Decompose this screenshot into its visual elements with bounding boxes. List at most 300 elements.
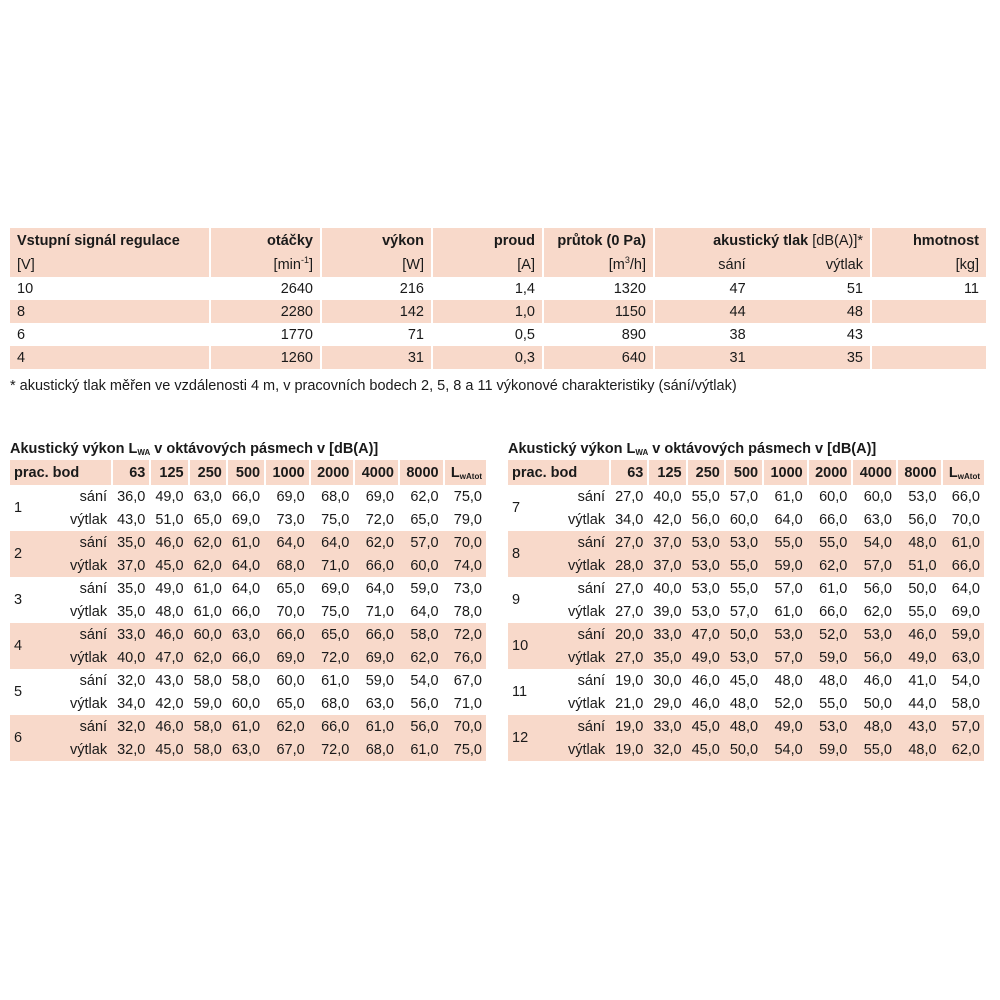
value-cell: 32,0: [647, 738, 685, 761]
value-cell: 59,0: [193, 695, 222, 712]
table-row: [10, 646, 486, 669]
unit-intake: sání: [653, 253, 753, 277]
value-cell: 34,0: [117, 695, 146, 712]
value-cell: 67,0: [264, 738, 309, 761]
value-cell: 62,0: [398, 646, 443, 669]
value-cell: 61,0: [226, 531, 264, 554]
value-cell: 49,0: [686, 646, 724, 669]
value-cell: 58,0: [188, 715, 226, 738]
header-total-sub: wAtot: [957, 471, 980, 481]
value-cell: 43,0: [896, 715, 941, 738]
value-cell: 37,0: [111, 554, 149, 577]
table-row: [10, 300, 986, 323]
header-sound-pressure-unit: [dB(A)]*: [812, 232, 863, 249]
value-cell: 58,0: [951, 695, 980, 712]
value-cell: 64,0: [951, 580, 980, 597]
cell-signal: 8: [10, 300, 209, 323]
unit-flow: [542, 253, 653, 277]
value-cell: 62,0: [188, 531, 226, 554]
mode-exhaust: výtlak: [66, 646, 111, 669]
value-cell: 27,0: [615, 488, 644, 505]
header-band: 1000: [264, 460, 309, 485]
value-cell: 75,0: [321, 603, 350, 620]
value-cell: 69,0: [276, 488, 305, 505]
value-cell: 57,0: [851, 554, 896, 577]
table-row: [10, 692, 486, 715]
mode-exhaust: výtlak: [66, 554, 111, 577]
value-cell: 53,0: [851, 623, 896, 646]
value-cell: 61,0: [774, 488, 803, 505]
value-cell: 55,0: [851, 738, 896, 761]
table-row: [10, 669, 486, 692]
value-cell: 59,0: [807, 646, 852, 669]
value-cell: 35,0: [647, 646, 685, 669]
main-header-row: [10, 228, 986, 253]
value-cell: 69,0: [231, 511, 261, 528]
table-row: [10, 277, 986, 300]
table-row: [508, 646, 984, 669]
value-cell: 37,0: [647, 531, 685, 554]
value-cell: 63,0: [226, 738, 264, 761]
value-cell: 63,0: [193, 488, 222, 505]
table-row: [508, 508, 984, 531]
unit-signal: [V]: [10, 253, 209, 277]
point-number: 6: [10, 715, 66, 761]
header-weight: hmotnost: [870, 228, 986, 253]
value-cell: 66,0: [951, 488, 980, 505]
value-cell: 61,0: [398, 738, 443, 761]
value-cell: 40,0: [653, 580, 682, 597]
value-cell: 46,0: [149, 623, 187, 646]
value-cell: 58,0: [193, 672, 222, 689]
value-cell: 62,0: [863, 603, 892, 620]
acoustic-title: [508, 438, 984, 460]
header-point: prac. bod: [508, 460, 609, 485]
value-cell: 72,0: [365, 511, 394, 528]
cell-current: 0,3: [431, 346, 542, 369]
mode-exhaust: výtlak: [568, 695, 606, 712]
value-cell: 59,0: [410, 580, 439, 597]
value-cell: 69,0: [264, 646, 309, 669]
value-cell: 64,0: [309, 531, 354, 554]
value-cell: 46,0: [896, 623, 941, 646]
value-cell: 41,0: [908, 672, 937, 689]
cell-intake: 38: [653, 323, 753, 346]
value-cell: 59,0: [941, 623, 984, 646]
mode-exhaust: výtlak: [70, 603, 108, 620]
unit-power: [W]: [320, 253, 431, 277]
mode-intake: sání: [66, 715, 111, 738]
cell-current: 0,5: [431, 323, 542, 346]
value-cell: 62,0: [353, 531, 398, 554]
mode-intake: sání: [564, 531, 609, 554]
value-cell: 62,0: [941, 738, 984, 761]
table-row: [10, 531, 486, 554]
value-cell: 47,0: [149, 646, 187, 669]
cell-speed: 2640: [209, 277, 320, 300]
header-band: 500: [724, 460, 762, 485]
value-cell: 49,0: [896, 646, 941, 669]
point-number: 12: [508, 715, 564, 761]
cell-power: 71: [320, 323, 431, 346]
table-row: [508, 485, 984, 508]
mode-exhaust: výtlak: [70, 511, 108, 528]
value-cell: 69,0: [353, 646, 398, 669]
spec-sheet: [10, 228, 986, 778]
value-cell: 57,0: [398, 531, 443, 554]
value-cell: 28,0: [609, 554, 647, 577]
value-cell: 27,0: [609, 531, 647, 554]
mode-exhaust: výtlak: [564, 554, 609, 577]
value-cell: 53,0: [762, 623, 807, 646]
value-cell: 36,0: [117, 488, 146, 505]
value-cell: 66,0: [226, 646, 264, 669]
cell-flow: 1320: [542, 277, 653, 300]
footnote: * akustický tlak měřen ve vzdálenosti 4 m, v pracovních bodech 2, 5, 8 a 11 výkonové charakteristiky (sání/výtlak): [10, 378, 737, 394]
mode-exhaust: výtlak: [70, 695, 108, 712]
value-cell: 48,0: [851, 715, 896, 738]
value-cell: 48,0: [896, 531, 941, 554]
value-cell: 29,0: [653, 695, 682, 712]
header-band: 2000: [309, 460, 354, 485]
cell-intake: 44: [653, 300, 753, 323]
value-cell: 74,0: [443, 554, 486, 577]
table-row: [10, 554, 486, 577]
value-cell: 45,0: [729, 672, 759, 689]
value-cell: 64,0: [410, 603, 439, 620]
value-cell: 52,0: [774, 695, 803, 712]
cell-current: 1,0: [431, 300, 542, 323]
value-cell: 66,0: [264, 623, 309, 646]
unit-speed: [209, 253, 320, 277]
header-band: 63: [111, 460, 149, 485]
value-cell: 56,0: [851, 646, 896, 669]
value-cell: 48,0: [896, 738, 941, 761]
header-band: 250: [686, 460, 724, 485]
value-cell: 48,0: [729, 695, 759, 712]
value-cell: 37,0: [647, 554, 685, 577]
header-band: 63: [609, 460, 647, 485]
unit-speed-sup: -1: [300, 255, 309, 266]
header-band: 8000: [398, 460, 443, 485]
cell-speed: 1770: [209, 323, 320, 346]
cell-power: 31: [320, 346, 431, 369]
value-cell: 57,0: [729, 488, 759, 505]
value-cell: 55,0: [729, 580, 759, 597]
header-sound-pressure: [653, 228, 870, 253]
acoustic-grid: [10, 460, 486, 761]
value-cell: 58,0: [188, 738, 226, 761]
value-cell: 76,0: [443, 646, 486, 669]
value-cell: 64,0: [774, 511, 803, 528]
header-signal: Vstupní signál regulace: [10, 228, 209, 253]
mode-intake: sání: [577, 580, 606, 597]
point-number: 10: [508, 623, 564, 669]
value-cell: 49,0: [155, 580, 184, 597]
value-cell: 45,0: [686, 738, 724, 761]
acoustic-title-post: v oktávových pásmech v [dB(A)]: [648, 441, 877, 457]
value-cell: 43,0: [117, 511, 146, 528]
header-current: proud: [431, 228, 542, 253]
value-cell: 60,0: [231, 695, 261, 712]
value-cell: 56,0: [410, 695, 439, 712]
point-number: 7: [512, 500, 521, 516]
mode-exhaust: výtlak: [568, 511, 606, 528]
value-cell: 50,0: [863, 695, 892, 712]
value-cell: 42,0: [653, 511, 682, 528]
value-cell: 49,0: [155, 488, 184, 505]
value-cell: 53,0: [724, 531, 762, 554]
value-cell: 32,0: [117, 672, 146, 689]
value-cell: 66,0: [231, 603, 261, 620]
cell-intake: 47: [653, 277, 753, 300]
value-cell: 60,0: [729, 511, 759, 528]
mode-intake: sání: [66, 531, 111, 554]
value-cell: 69,0: [321, 580, 350, 597]
value-cell: 54,0: [410, 672, 439, 689]
value-cell: 40,0: [111, 646, 149, 669]
value-cell: 50,0: [908, 580, 937, 597]
value-cell: 61,0: [226, 715, 264, 738]
value-cell: 63,0: [941, 646, 984, 669]
mode-intake: sání: [577, 672, 606, 689]
acoustic-header-row: [10, 460, 486, 485]
point-number: 2: [10, 531, 66, 577]
value-cell: 61,0: [941, 531, 984, 554]
value-cell: 62,0: [188, 646, 226, 669]
value-cell: 32,0: [111, 738, 149, 761]
value-cell: 60,0: [398, 554, 443, 577]
header-flow: průtok (0 Pa): [542, 228, 653, 253]
value-cell: 57,0: [774, 580, 803, 597]
value-cell: 63,0: [863, 511, 892, 528]
value-cell: 59,0: [807, 738, 852, 761]
header-band: 2000: [807, 460, 852, 485]
value-cell: 66,0: [353, 554, 398, 577]
cell-flow: 890: [542, 323, 653, 346]
value-cell: 50,0: [724, 738, 762, 761]
table-row: [10, 508, 486, 531]
value-cell: 56,0: [908, 511, 937, 528]
value-cell: 50,0: [724, 623, 762, 646]
value-cell: 61,0: [774, 603, 803, 620]
point-number: 3: [14, 592, 23, 608]
value-cell: 56,0: [398, 715, 443, 738]
value-cell: 78,0: [453, 603, 482, 620]
table-row: [508, 600, 984, 623]
value-cell: 46,0: [691, 672, 720, 689]
value-cell: 60,0: [819, 488, 848, 505]
value-cell: 61,0: [193, 603, 222, 620]
value-cell: 55,0: [807, 531, 852, 554]
value-cell: 64,0: [365, 580, 394, 597]
table-row: [10, 485, 486, 508]
table-row: [10, 738, 486, 761]
cell-exhaust: 51: [846, 280, 863, 297]
value-cell: 52,0: [807, 623, 852, 646]
acoustic-header-row: [508, 460, 984, 485]
header-total-main: L: [948, 464, 958, 481]
mode-intake: sání: [79, 672, 108, 689]
value-cell: 32,0: [111, 715, 149, 738]
value-cell: 46,0: [149, 531, 187, 554]
value-cell: 61,0: [193, 580, 222, 597]
value-cell: 68,0: [264, 554, 309, 577]
value-cell: 56,0: [863, 580, 892, 597]
value-cell: 48,0: [724, 715, 762, 738]
value-cell: 58,0: [231, 672, 261, 689]
header-total: [443, 460, 486, 485]
value-cell: 66,0: [941, 554, 984, 577]
mode-intake: sání: [577, 488, 606, 505]
value-cell: 65,0: [410, 511, 439, 528]
unit-weight: [kg]: [870, 253, 986, 277]
value-cell: 61,0: [321, 672, 350, 689]
value-cell: 55,0: [908, 603, 937, 620]
value-cell: 72,0: [309, 646, 354, 669]
value-cell: 69,0: [951, 603, 980, 620]
value-cell: 40,0: [653, 488, 682, 505]
value-cell: 45,0: [686, 715, 724, 738]
acoustic-title-pre: Akustický výkon L: [10, 441, 138, 457]
header-speed: otáčky: [209, 228, 320, 253]
value-cell: 44,0: [908, 695, 937, 712]
value-cell: 62,0: [410, 488, 439, 505]
value-cell: 69,0: [365, 488, 394, 505]
table-row: [10, 623, 486, 646]
table-row: [508, 577, 984, 600]
value-cell: 46,0: [691, 695, 720, 712]
mode-exhaust: výtlak: [568, 603, 606, 620]
cell-weight: [870, 300, 986, 323]
value-cell: 46,0: [863, 672, 892, 689]
value-cell: 45,0: [149, 738, 187, 761]
cell-weight: 11: [870, 277, 986, 300]
value-cell: 65,0: [276, 695, 305, 712]
acoustic-table-right: [508, 438, 984, 761]
acoustic-title-post: v oktávových pásmech v [dB(A)]: [150, 441, 379, 457]
value-cell: 62,0: [188, 554, 226, 577]
value-cell: 53,0: [908, 488, 937, 505]
value-cell: 71,0: [365, 603, 394, 620]
value-cell: 64,0: [231, 580, 261, 597]
value-cell: 58,0: [398, 623, 443, 646]
table-row: [10, 600, 486, 623]
table-row: [508, 692, 984, 715]
value-cell: 21,0: [615, 695, 644, 712]
value-cell: 73,0: [276, 511, 305, 528]
value-cell: 73,0: [453, 580, 482, 597]
value-cell: 65,0: [193, 511, 222, 528]
value-cell: 54,0: [951, 672, 980, 689]
header-band: 250: [188, 460, 226, 485]
unit-flow-pre: [m: [608, 257, 625, 273]
value-cell: 53,0: [691, 580, 720, 597]
value-cell: 33,0: [111, 623, 149, 646]
value-cell: 71,0: [309, 554, 354, 577]
value-cell: 70,0: [276, 603, 305, 620]
value-cell: 33,0: [647, 715, 685, 738]
value-cell: 68,0: [321, 488, 350, 505]
value-cell: 30,0: [653, 672, 682, 689]
value-cell: 65,0: [276, 580, 305, 597]
value-cell: 33,0: [647, 623, 685, 646]
cell-weight: [870, 323, 986, 346]
cell-signal: 4: [10, 346, 209, 369]
value-cell: 53,0: [807, 715, 852, 738]
unit-speed-post: ]: [308, 257, 313, 273]
header-band: 4000: [851, 460, 896, 485]
value-cell: 57,0: [762, 646, 807, 669]
unit-flow-post: /h]: [629, 257, 646, 273]
acoustic-title-pre: Akustický výkon L: [508, 441, 636, 457]
value-cell: 54,0: [762, 738, 807, 761]
value-cell: 67,0: [453, 672, 482, 689]
value-cell: 35,0: [117, 603, 146, 620]
value-cell: 42,0: [155, 695, 184, 712]
acoustic-grid: [508, 460, 984, 761]
point-number: 8: [508, 531, 564, 577]
table-row: [10, 577, 486, 600]
header-total-sub: wAtot: [459, 471, 482, 481]
table-row: [508, 531, 984, 554]
fan-performance-table: [10, 228, 986, 369]
value-cell: 57,0: [729, 603, 759, 620]
value-cell: 51,0: [896, 554, 941, 577]
value-cell: 75,0: [453, 488, 482, 505]
header-total-main: L: [450, 464, 460, 481]
acoustic-title-sub: WA: [137, 448, 151, 457]
cell-signal: 10: [17, 280, 34, 297]
value-cell: 47,0: [686, 623, 724, 646]
header-band: 4000: [353, 460, 398, 485]
value-cell: 27,0: [609, 646, 647, 669]
value-cell: 48,0: [155, 603, 184, 620]
table-row: [508, 554, 984, 577]
cell-exhaust: 43: [846, 326, 863, 343]
mode-intake: sání: [564, 623, 609, 646]
value-cell: 66,0: [819, 603, 848, 620]
value-cell: 19,0: [609, 738, 647, 761]
cell-current: 1,4: [431, 277, 542, 300]
value-cell: 60,0: [276, 672, 305, 689]
value-cell: 63,0: [226, 623, 264, 646]
cell-intake: 31: [653, 346, 753, 369]
value-cell: 75,0: [321, 511, 350, 528]
cell-weight: [870, 346, 986, 369]
acoustic-section: [10, 438, 986, 778]
value-cell: 54,0: [851, 531, 896, 554]
mode-intake: sání: [66, 623, 111, 646]
value-cell: 59,0: [762, 554, 807, 577]
cell-speed: 1260: [209, 346, 320, 369]
value-cell: 53,0: [686, 554, 724, 577]
table-row: [10, 323, 986, 346]
cell-power: 216: [320, 277, 431, 300]
value-cell: 65,0: [309, 623, 354, 646]
value-cell: 64,0: [226, 554, 264, 577]
acoustic-title: [10, 438, 486, 460]
value-cell: 34,0: [615, 511, 644, 528]
value-cell: 53,0: [724, 646, 762, 669]
value-cell: 72,0: [443, 623, 486, 646]
value-cell: 72,0: [309, 738, 354, 761]
header-point: prac. bod: [10, 460, 111, 485]
value-cell: 55,0: [691, 488, 720, 505]
value-cell: 63,0: [365, 695, 394, 712]
value-cell: 55,0: [819, 695, 848, 712]
value-cell: 48,0: [819, 672, 848, 689]
